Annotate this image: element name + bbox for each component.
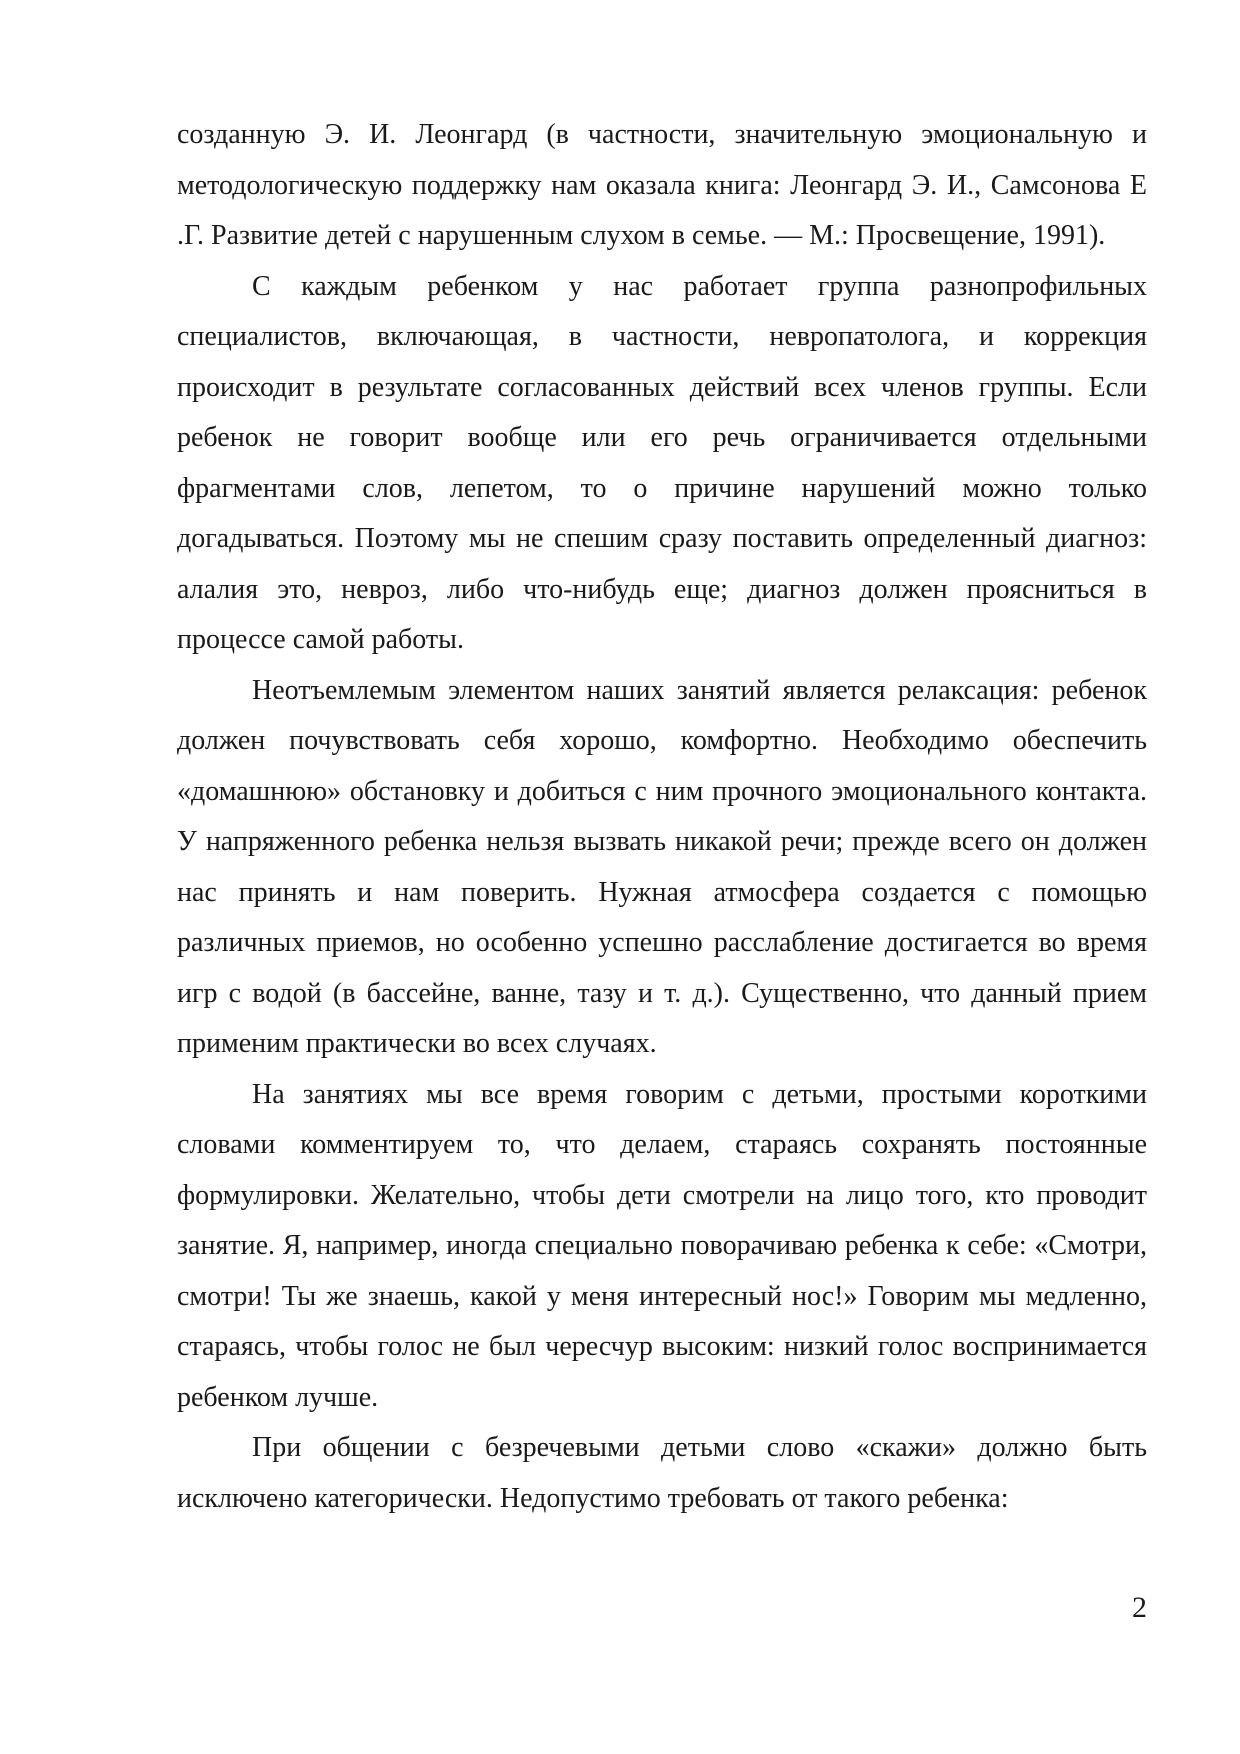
- paragraph: С каждым ребенком у нас работает группа разнопрофильных специалистов, включающая, в частности, невропатолога, и коррекция происходит в результате согласованных действий всех членов группы. Если ребенок не говорит вообще или его речь ограничивается отдельными фрагментами слов, лепетом, то о причине нарушений можно только догадываться. Поэтому мы не спешим сразу поставить определенный диагноз: алалия это, невроз, либо что-нибудь еще; диагноз должен проясниться в процессе самой работы.: [177, 270, 1147, 655]
- body-text: [177, 110, 1147, 1524]
- paragraph: Неотъемлемым элементом наших занятий является релаксация: ребенок должен почувствовать себя хорошо, комфортно. Необходимо обеспечить «домашнюю» обстановку и добиться с ним прочного эмоционального контакта. У напряженного ребенка нельзя вызвать никакой речи; прежде всего он должен нас принять и нам поверить. Нужная атмосфера создается с помощью различных приемов, но особенно успешно расслабление достигается во время игр с водой (в бассейне, ванне, тазу и т. д.). Существенно, что данный прием применим практически во всех случаях.: [177, 674, 1147, 1059]
- page-number: 2: [1132, 1591, 1147, 1624]
- paragraph-continuation: созданную Э. И. Леонгард (в частности, значительную эмоциональную и методологическую поддержку нам оказала книга: Леонгард Э. И., Самсонова Е .Г. Развитие детей с нарушенным слухом в семье. — М.: Просвещение, 1991).: [177, 119, 1147, 251]
- paragraph: При общении с безречевыми детьми слово «скажи» должно быть исключено категорически. Недопустимо требовать от такого ребенка:: [177, 1432, 1147, 1514]
- paragraph: На занятиях мы все время говорим с детьми, простыми короткими словами комментируем то, что делаем, стараясь сохранять постоянные формулировки. Желательно, чтобы дети смотрели на лицо того, кто проводит занятие. Я, например, иногда специально поворачиваю ребенка к себе: «Смотри, смотри! Ты же знаешь, какой у меня интересный нос!» Говорим мы медленно, стараясь, чтобы голос не был чересчур высоким: низкий голос воспринимается ребенком лучше.: [177, 1078, 1147, 1413]
